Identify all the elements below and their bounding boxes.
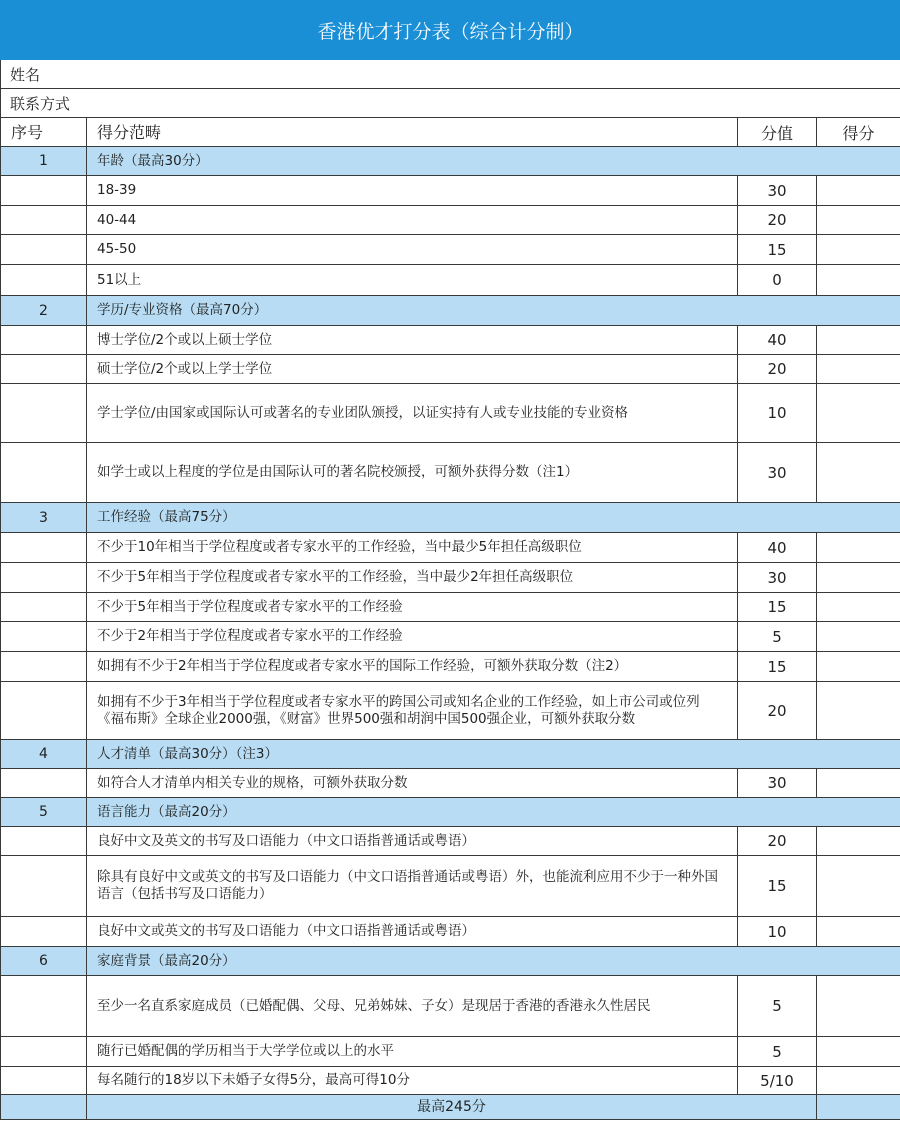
item-label: 博士学位/2个或以上硕士学位	[87, 326, 738, 355]
header-category: 得分范畴	[87, 118, 738, 147]
score-input-cell[interactable]	[817, 1037, 900, 1067]
item-row	[1, 917, 900, 947]
item-value: 0	[738, 265, 817, 296]
item-label: 不少于5年相当于学位程度或者专家水平的工作经验	[87, 593, 738, 622]
item-value: 40	[738, 326, 817, 355]
score-input-cell[interactable]	[817, 622, 900, 652]
item-number-cell	[1, 976, 87, 1037]
item-label: 51以上	[87, 265, 738, 296]
category-row	[1, 798, 900, 827]
item-label: 除具有良好中文或英文的书写及口语能力（中文口语指普通话或粤语）外，也能流利应用不少于一种外国语言（包括书写及口语能力）	[87, 856, 738, 917]
scoring-table-body	[1, 1, 900, 1120]
category-row	[1, 147, 900, 176]
item-label: 如拥有不少于3年相当于学位程度或者专家水平的跨国公司或知名企业的工作经验，如上市公司或位列《福布斯》全球企业2000强，《财富》世界500强和胡润中国500强企业，可额外获取分数	[87, 682, 738, 740]
header-no: 序号	[1, 118, 87, 147]
item-row	[1, 265, 900, 296]
category-label: 工作经验（最高75分）	[87, 503, 900, 533]
item-number-cell	[1, 1037, 87, 1067]
item-row	[1, 622, 900, 652]
item-number-cell	[1, 917, 87, 947]
item-number-cell	[1, 622, 87, 652]
category-number: 1	[1, 147, 87, 176]
item-label: 40-44	[87, 206, 738, 235]
category-number: 6	[1, 947, 87, 976]
item-value: 5	[738, 1037, 817, 1067]
name-field[interactable]: 姓名	[1, 60, 900, 89]
score-input-cell[interactable]	[817, 976, 900, 1037]
item-value: 30	[738, 443, 817, 503]
item-value: 10	[738, 384, 817, 443]
item-number-cell	[1, 206, 87, 235]
item-row	[1, 976, 900, 1037]
item-row	[1, 827, 900, 856]
total-row	[1, 1095, 900, 1120]
item-label: 至少一名直系家庭成员（已婚配偶、父母、兄弟姊妹、子女）是现居于香港的香港永久性居民	[87, 976, 738, 1037]
category-row	[1, 296, 900, 326]
item-number-cell	[1, 563, 87, 593]
item-label: 如拥有不少于2年相当于学位程度或者专家水平的国际工作经验，可额外获取分数（注2）	[87, 652, 738, 682]
category-number: 4	[1, 740, 87, 769]
item-number-cell	[1, 235, 87, 265]
item-value: 15	[738, 235, 817, 265]
item-value: 30	[738, 563, 817, 593]
item-number-cell	[1, 856, 87, 917]
item-row	[1, 769, 900, 798]
item-label: 如符合人才清单内相关专业的规格，可额外获取分数	[87, 769, 738, 798]
item-number-cell	[1, 682, 87, 740]
item-label: 不少于2年相当于学位程度或者专家水平的工作经验	[87, 622, 738, 652]
item-number-cell	[1, 355, 87, 384]
item-label: 45-50	[87, 235, 738, 265]
item-value: 5/10	[738, 1067, 817, 1095]
item-value: 15	[738, 593, 817, 622]
item-number-cell	[1, 827, 87, 856]
category-number: 5	[1, 798, 87, 827]
contact-field[interactable]: 联系方式	[1, 89, 900, 118]
score-input-cell[interactable]	[817, 176, 900, 206]
score-input-cell[interactable]	[817, 1067, 900, 1095]
item-value: 20	[738, 206, 817, 235]
item-label: 每名随行的18岁以下未婚子女得5分，最高可得10分	[87, 1067, 738, 1095]
item-number-cell	[1, 1067, 87, 1095]
item-row	[1, 1037, 900, 1067]
item-label: 良好中文及英文的书写及口语能力（中文口语指普通话或粤语）	[87, 827, 738, 856]
total-label: 最高245分	[87, 1095, 817, 1120]
item-value: 20	[738, 827, 817, 856]
score-input-cell[interactable]	[817, 206, 900, 235]
item-value: 30	[738, 769, 817, 798]
total-score-cell[interactable]	[817, 1095, 900, 1120]
score-input-cell[interactable]	[817, 769, 900, 798]
item-value: 20	[738, 355, 817, 384]
item-value: 10	[738, 917, 817, 947]
total-number-cell	[1, 1095, 87, 1120]
item-number-cell	[1, 593, 87, 622]
score-input-cell[interactable]	[817, 827, 900, 856]
item-number-cell	[1, 265, 87, 296]
item-row	[1, 682, 900, 740]
score-input-cell[interactable]	[817, 384, 900, 443]
item-value: 40	[738, 533, 817, 563]
score-input-cell[interactable]	[817, 682, 900, 740]
item-value: 5	[738, 976, 817, 1037]
score-input-cell[interactable]	[817, 355, 900, 384]
item-row	[1, 176, 900, 206]
item-row	[1, 652, 900, 682]
item-row	[1, 593, 900, 622]
item-label: 不少于10年相当于学位程度或者专家水平的工作经验，当中最少5年担任高级职位	[87, 533, 738, 563]
score-input-cell[interactable]	[817, 917, 900, 947]
score-input-cell[interactable]	[817, 443, 900, 503]
header-row	[1, 118, 900, 147]
category-row	[1, 740, 900, 769]
item-value: 15	[738, 652, 817, 682]
score-input-cell[interactable]	[817, 326, 900, 355]
score-input-cell[interactable]	[817, 265, 900, 296]
item-row	[1, 563, 900, 593]
item-row	[1, 235, 900, 265]
item-value: 15	[738, 856, 817, 917]
item-value: 30	[738, 176, 817, 206]
item-row	[1, 355, 900, 384]
item-value: 5	[738, 622, 817, 652]
name-row	[1, 60, 900, 89]
item-label: 18-39	[87, 176, 738, 206]
score-input-cell[interactable]	[817, 856, 900, 917]
contact-row	[1, 89, 900, 118]
item-label: 不少于5年相当于学位程度或者专家水平的工作经验，当中最少2年担任高级职位	[87, 563, 738, 593]
item-number-cell	[1, 176, 87, 206]
item-number-cell	[1, 443, 87, 503]
header-score: 得分	[817, 118, 900, 147]
category-label: 人才清单（最高30分）（注3）	[87, 740, 900, 769]
item-row	[1, 533, 900, 563]
item-label: 学士学位/由国家或国际认可或著名的专业团队颁授，以证实持有人或专业技能的专业资格	[87, 384, 738, 443]
page-title: 香港优才打分表（综合计分制）	[1, 1, 900, 60]
category-label: 学历/专业资格（最高70分）	[87, 296, 900, 326]
item-label: 随行已婚配偶的学历相当于大学学位或以上的水平	[87, 1037, 738, 1067]
item-number-cell	[1, 384, 87, 443]
category-number: 2	[1, 296, 87, 326]
title-row	[1, 1, 900, 60]
item-row	[1, 326, 900, 355]
category-label: 语言能力（最高20分）	[87, 798, 900, 827]
header-value: 分值	[738, 118, 817, 147]
item-label: 如学士或以上程度的学位是由国际认可的著名院校颁授，可额外获得分数（注1）	[87, 443, 738, 503]
item-value: 20	[738, 682, 817, 740]
score-input-cell[interactable]	[817, 533, 900, 563]
item-row	[1, 856, 900, 917]
item-label: 硕士学位/2个或以上学士学位	[87, 355, 738, 384]
item-number-cell	[1, 769, 87, 798]
score-input-cell[interactable]	[817, 593, 900, 622]
score-input-cell[interactable]	[817, 563, 900, 593]
score-input-cell[interactable]	[817, 652, 900, 682]
item-row	[1, 443, 900, 503]
item-row	[1, 206, 900, 235]
category-label: 年龄（最高30分）	[87, 147, 900, 176]
item-row	[1, 1067, 900, 1095]
item-number-cell	[1, 533, 87, 563]
item-row	[1, 384, 900, 443]
item-number-cell	[1, 326, 87, 355]
category-number: 3	[1, 503, 87, 533]
item-label: 良好中文或英文的书写及口语能力（中文口语指普通话或粤语）	[87, 917, 738, 947]
score-input-cell[interactable]	[817, 235, 900, 265]
category-row	[1, 947, 900, 976]
category-row	[1, 503, 900, 533]
category-label: 家庭背景（最高20分）	[87, 947, 900, 976]
item-number-cell	[1, 652, 87, 682]
